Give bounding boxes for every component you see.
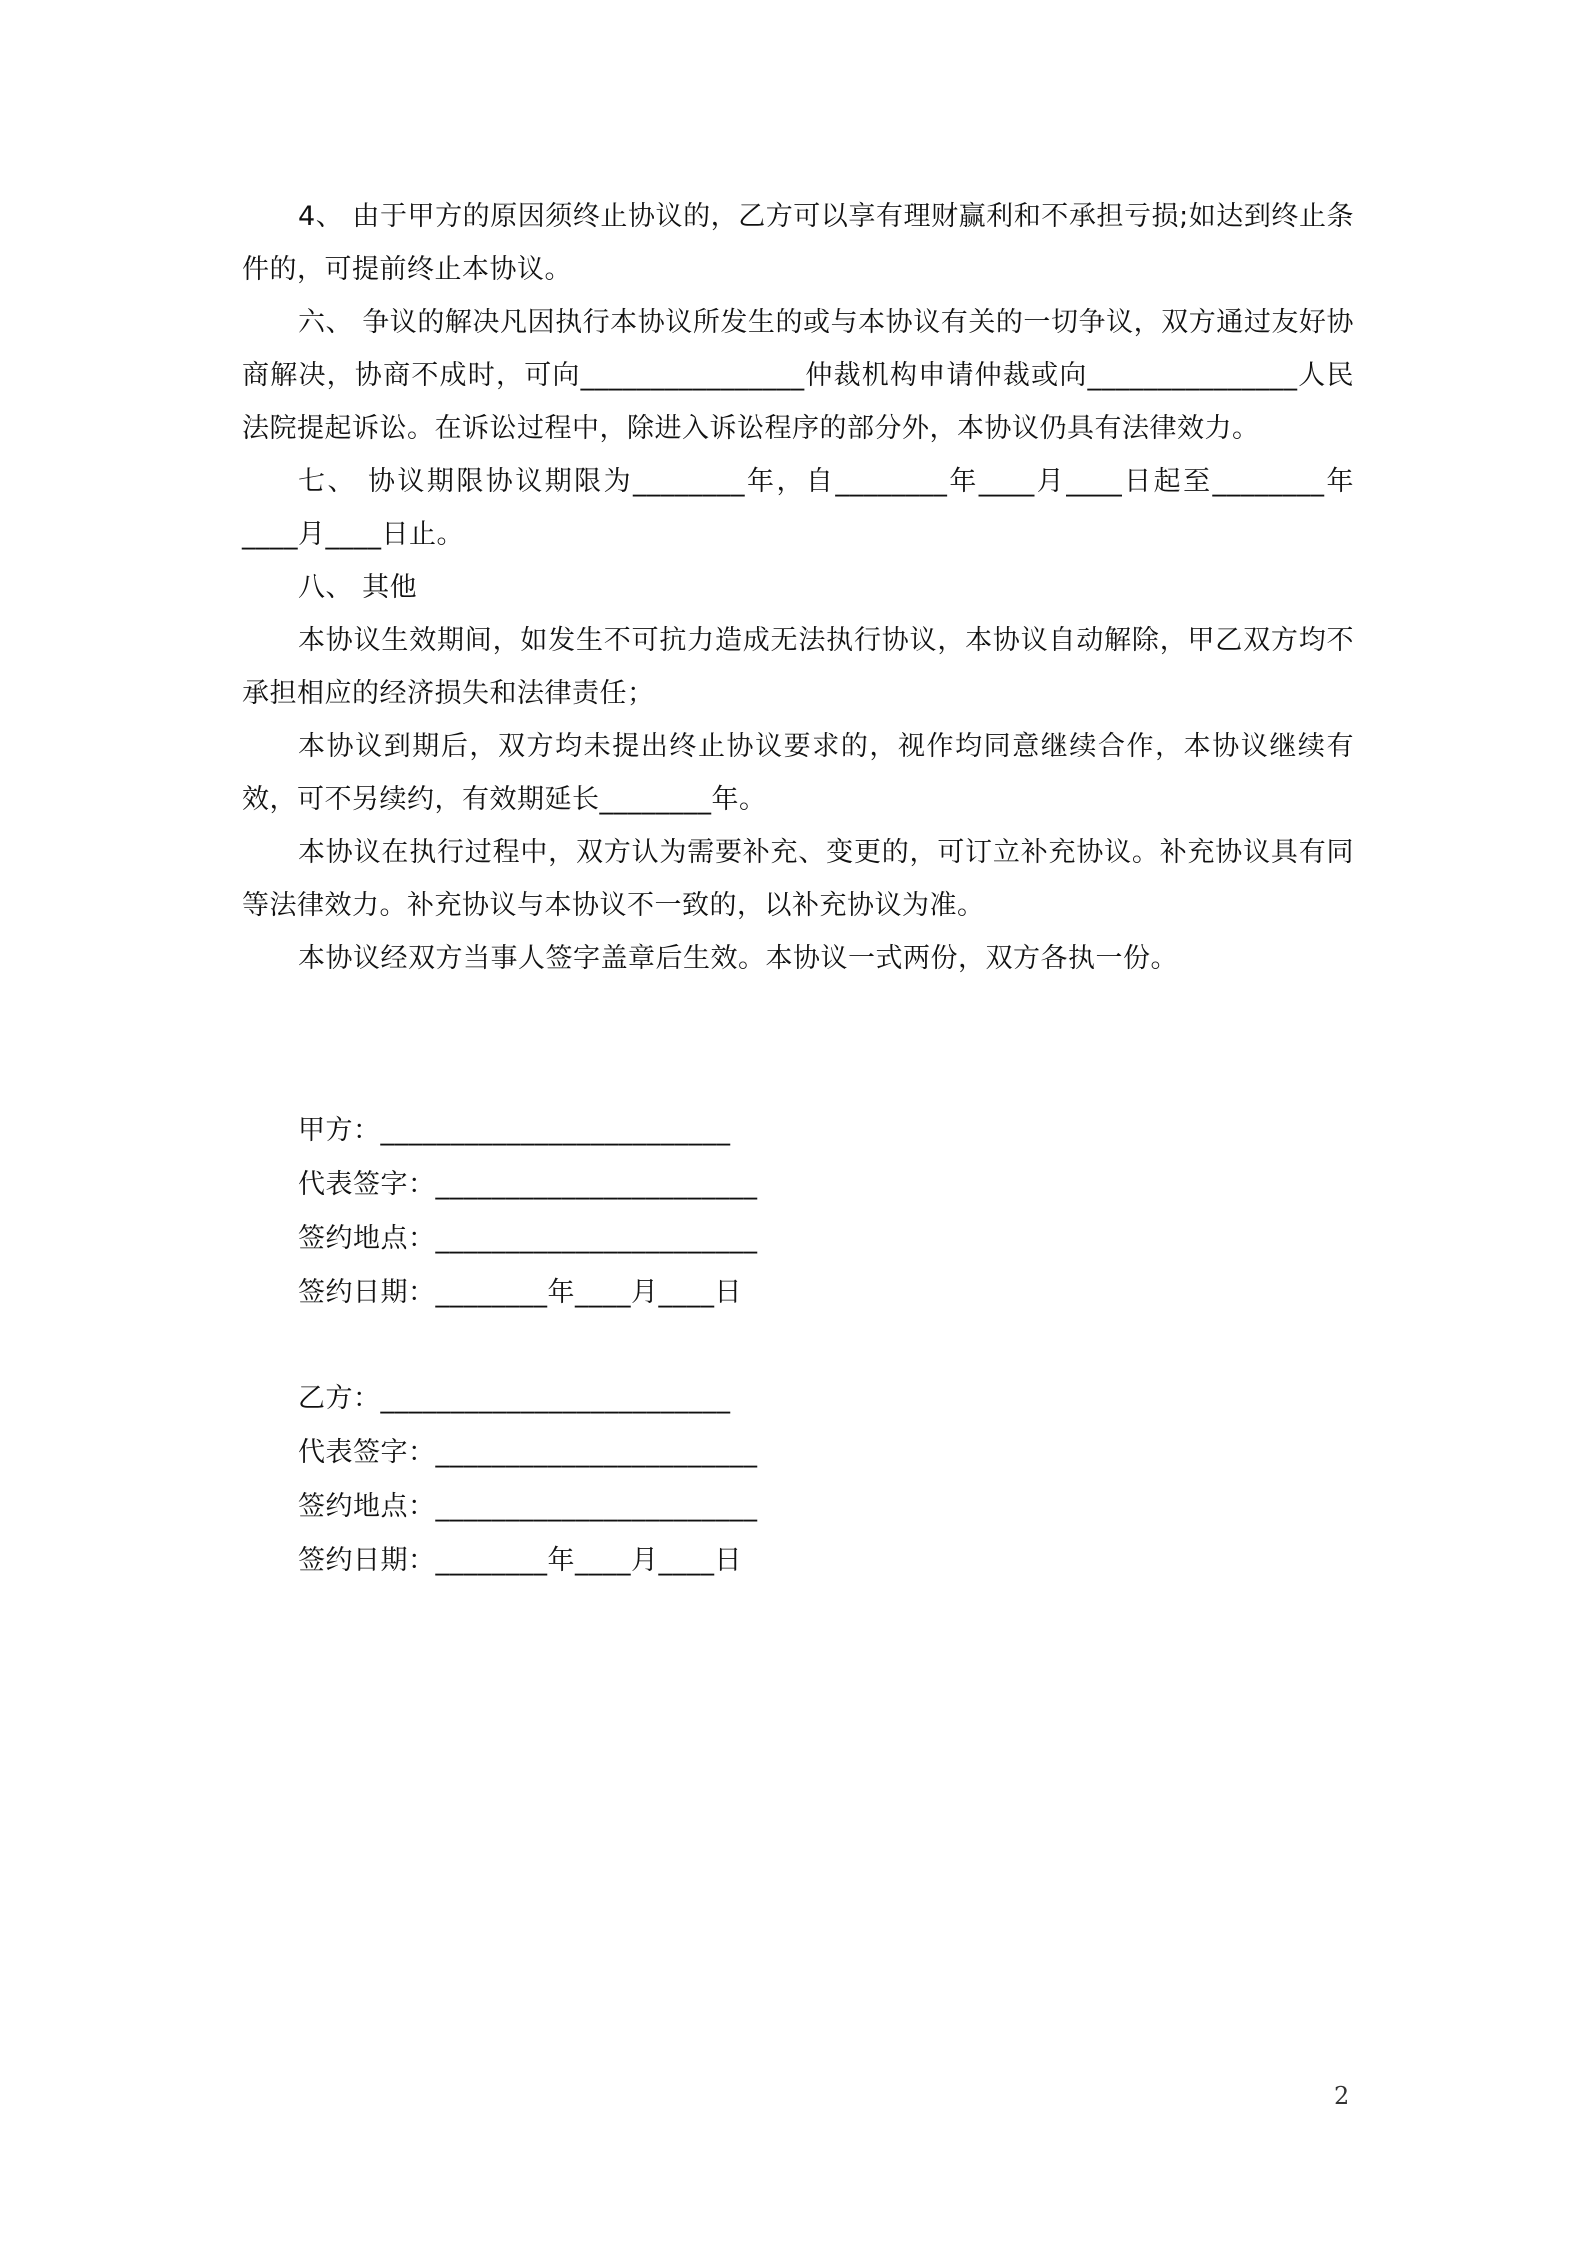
agreement-body <box>242 190 1354 985</box>
party-b-place-line: 签约地点：_______________________ <box>298 1491 758 1522</box>
party-a-place-line: 签约地点：_______________________ <box>298 1223 758 1254</box>
party-a-date-line: 签约日期：________年____月____日 <box>298 1277 742 1308</box>
clause-4-termination: 4、 由于甲方的原因须终止协议的，乙方可以享有理财赢利和不承担亏损;如达到终止条件的，可提前终止本协议。 <box>242 201 1354 285</box>
party-a-name-line: 甲方：_________________________ <box>298 1115 731 1146</box>
renewal-paragraph: 本协议到期后，双方均未提出终止协议要求的，视作均同意继续合作，本协议继续有效，可不另续约，有效期延长________年。 <box>242 731 1354 815</box>
effectiveness-paragraph: 本协议经双方当事人签字盖章后生效。本协议一式两份，双方各执一份。 <box>298 943 1178 974</box>
party-b-signature-block <box>298 1372 758 1588</box>
page-number: 2 <box>1334 2082 1350 2110</box>
party-b-representative-line: 代表签字：_______________________ <box>298 1437 758 1468</box>
party-a-signature-block <box>298 1104 758 1320</box>
clause-7-agreement-term: 七、 协议期限协议期限为________年，自________年____月____日起至________年____月____日止。 <box>242 466 1354 550</box>
party-a-representative-line: 代表签字：_______________________ <box>298 1169 758 1200</box>
party-b-name-line: 乙方：_________________________ <box>298 1383 731 1414</box>
clause-8-heading: 八、 其他 <box>298 572 418 603</box>
supplement-paragraph: 本协议在执行过程中，双方认为需要补充、变更的，可订立补充协议。补充协议具有同等法律效力。补充协议与本协议不一致的，以补充协议为准。 <box>242 837 1354 921</box>
party-b-date-line: 签约日期：________年____月____日 <box>298 1545 742 1576</box>
clause-6-dispute-resolution: 六、 争议的解决凡因执行本协议所发生的或与本协议有关的一切争议，双方通过友好协商解决，协商不成时，可向________________仲裁机构申请仲裁或向_______________人民法院提起诉讼。在诉讼过程中，除进入诉讼程序的部分外，本协议仍具有法律效力。 <box>242 307 1354 444</box>
force-majeure-paragraph: 本协议生效期间，如发生不可抗力造成无法执行协议，本协议自动解除，甲乙双方均不承担相应的经济损失和法律责任； <box>242 625 1354 709</box>
